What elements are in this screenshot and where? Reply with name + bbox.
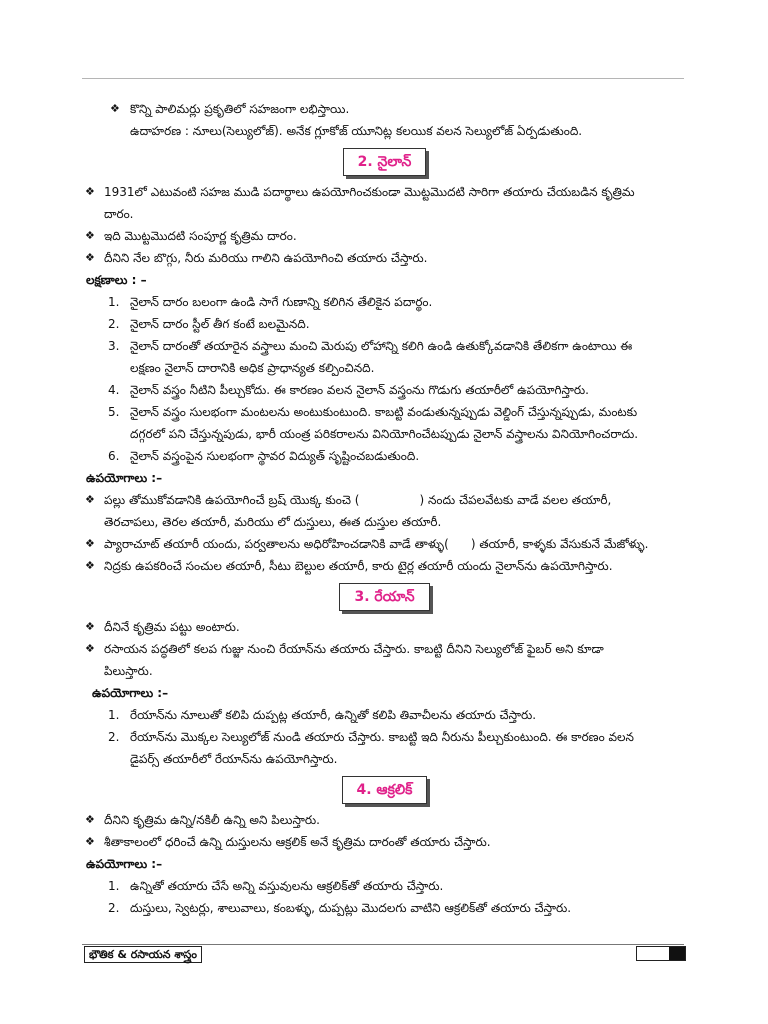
property-item-3-cont: లక్షణం నైలాన్ దారానికి అధిక ప్రాధాన్యత కల్పించినది. — [130, 361, 375, 375]
property-item-5-cont: దగ్గరలో పని చేస్తున్నపుడు, భారీ యంత్ర పరికరాలను వినియోగించేటప్పుడు నైలాన్ వస్త్రాలను వినియోగించరాదు. — [130, 427, 639, 441]
diamond-bullet-icon: ❖ — [85, 493, 95, 506]
property-item-1: 1. నైలాన్ దారం బలంగా ఉండి సాగే గుణాన్ని కలిగిన తేలికైన పదార్థం. — [108, 295, 433, 309]
acrylic-use-2: 2. దుస్తులు, స్వెటర్లు, శాలువాలు, కంబళ్ళు, దుప్పట్లు మొదలగు వాటిని ఆక్రలిక్‌తో తయారు చేస్తారు. — [108, 901, 572, 915]
bottom-rule — [82, 944, 684, 945]
rayon-use-1: 1. రేయాన్‌ను నూలుతో కలిపి దుప్పట్ల తయారీ, ఉన్నితో కలిపి తివాచీలను తయారు చేస్తారు. — [108, 708, 537, 722]
diamond-bullet-icon: ❖ — [85, 229, 95, 242]
heading-acrylic: 4. ఆక్రలిక్ — [342, 776, 428, 804]
rayon-use-2: 2. రేయాన్‌ను మొక్కల సెల్యులోజ్ నుండి తయారు చేస్తారు. కాబట్టి ఇది నీరును పీల్చుకుంటుంది. ఈ కారణం వలన — [108, 730, 634, 744]
nylon-bullet-2: ❖ ఇది మొట్టమొదటి సంపూర్ణ కృత్రిమ దారం. — [82, 225, 687, 247]
footer-page-box — [636, 946, 686, 961]
nylon-use-1-cont: తెరచాపలు, తెరల తయారీ, మరియు లో దుస్తులు, ఈత దుస్తుల తయారీ. — [104, 515, 442, 529]
diamond-bullet-icon: ❖ — [85, 620, 95, 633]
nylon-use-3: ❖ నిద్రకు ఉపకరించే సంచుల తయారీ, సీటు బెల్టుల తయారీ, కారు టైర్ల తయారీ యందు నైలాన్‌ను ఉపయోగిస్తారు. — [82, 555, 687, 577]
rayon-use-2-cont: డైపర్స్ తయారీలో రేయాన్‌ను ఉపయోగిస్తారు. — [130, 752, 338, 766]
top-rule — [82, 78, 684, 79]
section-heading-acrylic — [82, 773, 687, 807]
diamond-bullet-icon: ❖ — [110, 102, 120, 115]
acrylic-uses-label: ఉపయోగాలు :– — [86, 857, 163, 871]
section-heading-rayon — [82, 580, 687, 614]
nylon-bullet-3: ❖ దీనిని నేల బొగ్గు, నీరు మరియు గాలిని ఉపయోగించి తయారు చేస్తారు. — [82, 247, 687, 269]
acrylic-bullet-2: ❖ శీతాకాలంలో ధరించే ఉన్ని దుస్తులను ఆక్రలిక్ అనే కృత్రిమ దారంతో తయారు చేస్తారు. — [82, 831, 687, 853]
nylon-uses-label: ఉపయోగాలు :– — [86, 471, 163, 485]
section-heading-nylon — [82, 145, 687, 179]
page-content — [82, 98, 687, 919]
heading-rayon: 3. రేయాన్ — [339, 583, 429, 611]
property-item-2: 2. నైలాన్ దారం స్టీల్ తీగ కంటే బలమైనది. — [108, 317, 310, 331]
property-item-4: 4. నైలాన్ వస్త్రం నీటిని పీల్చుకోదు. ఈ కారణం వలన నైలాన్ వస్త్రంను గొడుగు తయారీలో ఉపయోగిస్తారు. — [108, 383, 589, 397]
diamond-bullet-icon: ❖ — [85, 559, 95, 572]
acrylic-bullet-1: ❖ దీనిని కృత్రిమ ఉన్ని/నకిలీ ఉన్ని అని పిలుస్తారు. — [82, 809, 687, 831]
property-item-3: 3. నైలాన్ దారంతో తయారైన వస్త్రాలు మంచి మెరుపు లోహాన్ని కలిగి ఉండి ఉతుక్కోవడానికి తేలికగా ఉంటాయి ఈ — [108, 339, 633, 353]
property-item-6: 6. నైలాన్ వస్త్రంపైన సులభంగా స్థావర విద్యుత్ సృష్టించబడుతుంది. — [108, 449, 420, 463]
diamond-bullet-icon: ❖ — [85, 251, 95, 264]
rayon-bullet-2-cont: పిలుస్తారు. — [104, 664, 153, 678]
properties-label: లక్షణాలు : – — [86, 273, 147, 287]
footer-page-fill — [669, 947, 685, 960]
rayon-bullet-2: ❖ రసాయన పద్ధతిలో కలప గుజ్జు నుంచి రేయాన్‌ను తయారు చేస్తారు. కాబట్టి దీనిని సెల్యులోజ్ ఫైబర్ అని కూడా — [82, 638, 687, 660]
rayon-bullet-1: ❖ దీనినే కృత్రిమ పట్టు అంటారు. — [82, 616, 687, 638]
diamond-bullet-icon: ❖ — [85, 813, 95, 826]
bullet-intro: ❖ కొన్ని పాలిమర్లు ప్రకృతిలో సహజంగా లభిస్తాయి. — [82, 98, 687, 120]
heading-nylon: 2. నైలాన్ — [343, 148, 427, 176]
diamond-bullet-icon: ❖ — [85, 642, 95, 655]
acrylic-use-1: 1. ఉన్నితో తయారు చేసే అన్ని వస్తువులను ఆక్రలిక్‌తో తయారు చేస్తారు. — [108, 879, 444, 893]
footer-subject-label: భౌతిక & రసాయన శాస్త్రం — [84, 946, 202, 963]
diamond-bullet-icon: ❖ — [85, 835, 95, 848]
diamond-bullet-icon: ❖ — [85, 537, 95, 550]
rayon-uses-label: ఉపయోగాలు :– — [92, 686, 169, 700]
diamond-bullet-icon: ❖ — [85, 185, 95, 198]
nylon-bullet-1: ❖ 1931లో ఎటువంటి సహజ ముడి పదార్థాలు ఉపయోగించకుండా మొట్టమొదటి సారిగా తయారు చేయబడిన కృత్రిమ — [82, 181, 687, 203]
nylon-use-2: ❖ ప్యారాచూట్ తయారీ యందు, పర్వతాలను అధిరోహించడానికి వాడే తాళ్ళు( ) తయారీ, కాళ్ళకు వేసుకునే మేజోళ్ళు. — [82, 533, 687, 555]
nylon-use-1: ❖ పల్లు తోముకోవడానికి ఉపయోగించే బ్రష్ యొక్క కుంచె ( ) నందు చేపలవేటకు వాడే వలల తయారీ, — [82, 489, 687, 511]
nylon-bullet-1-cont: దారం. — [104, 207, 134, 221]
property-item-5: 5. నైలాన్ వస్త్రం సులభంగా మంటలను అంటుకుంటుంది. కాబట్టి వండుతున్నప్పుడు వెల్డింగ్ చేస్తున్నప్పుడు, మంటకు — [108, 405, 638, 419]
example-line: ఉదాహరణ : నూలు(సెల్యులోజ్). అనేక గ్లూకోజ్ యూనిట్ల కలయిక వలన సెల్యులోజ్ ఏర్పడుతుంది. — [130, 124, 583, 138]
